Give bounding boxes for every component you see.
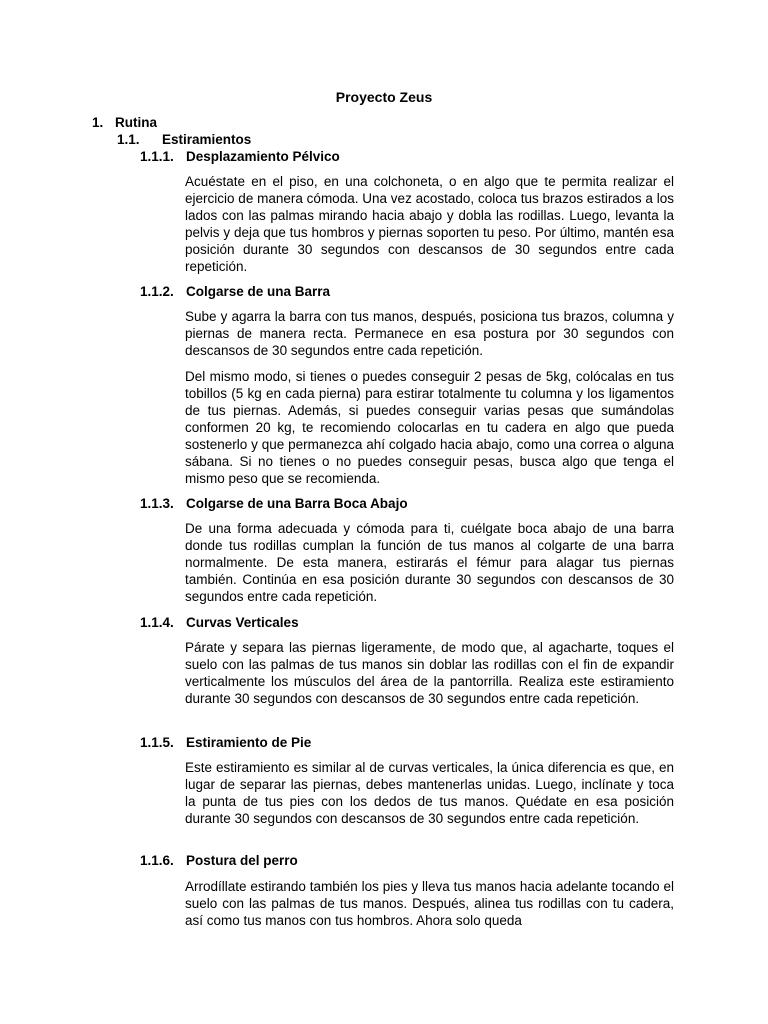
- section-title-postura-del-perro: [140, 852, 298, 870]
- section-number: 1.1.4.: [140, 615, 174, 630]
- heading-label: Estiramientos: [162, 132, 252, 147]
- section-label: Estiramiento de Pie: [186, 735, 312, 750]
- heading-rutina: [92, 114, 157, 132]
- section-label: Curvas Verticales: [186, 615, 299, 630]
- section-number: 1.1.5.: [140, 735, 174, 750]
- section-paragraph: Párate y separa las piernas ligeramente, de modo que, al agacharte, toques el suelo con las palmas de tus manos sin doblar las rodillas con el fin de expandir verticalmente los músculos del área de la pantorrilla. Realiza este estiramiento durante 30 segundos con descansos de 30 segundos entre cada repetición.: [185, 640, 674, 706]
- section-title-estiramiento-de-pie: [140, 734, 311, 752]
- section-title-desplazamiento-pelvico: [140, 148, 340, 166]
- heading-number: 1.1.: [117, 132, 140, 147]
- section-title-colgarse-boca-abajo: [140, 495, 408, 513]
- section-paragraph: Arrodíllate estirando también los pies y lleva tus manos hacia adelante tocando el suelo con las palmas de tus manos. Después, alinea tus rodillas con tu cadera, así como tus manos con tus hombros. Ahora solo queda: [185, 879, 674, 928]
- section-label: Colgarse de una Barra: [186, 284, 331, 299]
- page-title: Proyecto Zeus: [335, 89, 433, 105]
- heading-label: Rutina: [115, 115, 157, 130]
- section-title-colgarse-barra: [140, 283, 330, 301]
- section-number: 1.1.2.: [140, 284, 174, 299]
- section-number: 1.1.1.: [140, 149, 174, 164]
- section-paragraph: De una forma adecuada y cómoda para ti, cuélgate boca abajo de una barra donde tus rodillas cumplan la función de tus manos al colgarte de una barra normalmente. De esta manera, estirarás el fémur para alagar tus piernas también. Continúa en esa posición durante 30 segundos con descansos de 30 segundos entre cada repetición.: [185, 521, 674, 604]
- section-paragraph: Este estiramiento es similar al de curvas verticales, la única diferencia es que, en lugar de separar las piernas, debes mantenerlas unidas. Luego, inclínate y toca la punta de tus pies con los dedos de tus manos. Quédate en esa posición durante 30 segundos con descansos de 30 segundos entre cada repetición.: [185, 760, 674, 826]
- heading-number: 1.: [92, 115, 104, 130]
- heading-estiramientos: [117, 131, 251, 149]
- section-label: Colgarse de una Barra Boca Abajo: [186, 496, 408, 511]
- section-label: Postura del perro: [186, 853, 298, 868]
- section-title-curvas-verticales: [140, 614, 299, 632]
- section-label: Desplazamiento Pélvico: [186, 149, 340, 164]
- section-number: 1.1.6.: [140, 853, 174, 868]
- section-paragraph: Del mismo modo, si tienes o puedes conseguir 2 pesas de 5kg, colócalas en tus tobillos (5 kg en cada pierna) para estirar totalmente tu columna y los ligamentos de tus piernas. Además, si puedes conseguir varias pesas que sumándolas conformen 20 kg, te recomiendo colocarlas en tu cadera en algo que pueda sostenerlo y que permanezca ahí colgado hacia abajo, como una correa o alguna sábana. Si no tienes o no puedes conseguir pesas, busca algo que tenga el mismo peso que se recomienda.: [185, 369, 674, 486]
- section-paragraph: Acuéstate en el piso, en una colchoneta, o en algo que te permita realizar el ejercicio de manera cómoda. Una vez acostado, coloca tus brazos estirados a los lados con las palmas mirando hacia abajo y dobla las rodillas. Luego, levanta la pelvis y deja que tus hombros y piernas soporten tu peso. Por último, mantén esa posición durante 30 segundos con descansos de 30 segundos entre cada repetición.: [185, 174, 674, 274]
- section-number: 1.1.3.: [140, 496, 174, 511]
- section-paragraph: Sube y agarra la barra con tus manos, después, posiciona tus brazos, columna y piernas de manera recta. Permanece en esa postura por 30 segundos con descansos de 30 segundos entre cada repetición.: [185, 309, 674, 358]
